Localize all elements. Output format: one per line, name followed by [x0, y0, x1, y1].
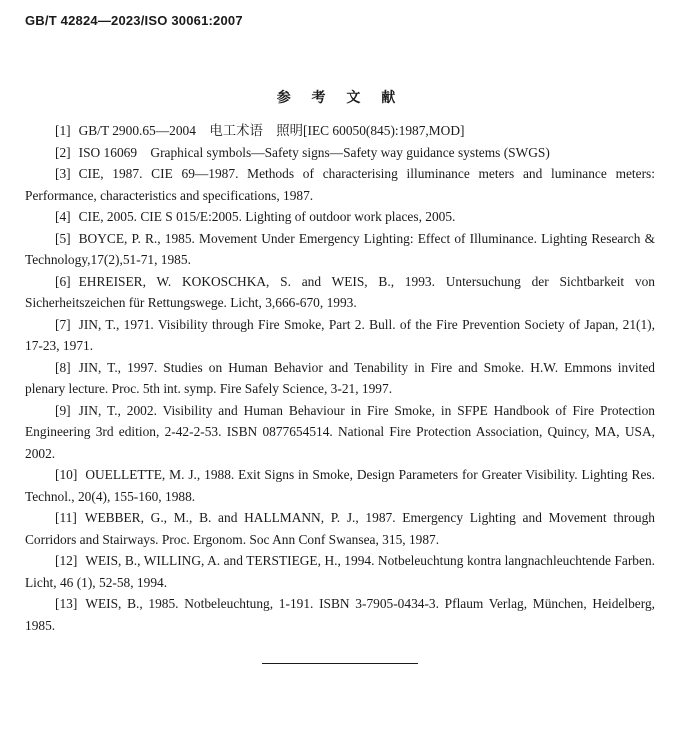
- end-divider-line: [262, 663, 418, 664]
- reference-item: [25, 228, 655, 271]
- reference-number: [12]: [55, 553, 78, 568]
- reference-number: [2]: [55, 144, 71, 160]
- reference-item: [25, 163, 655, 206]
- reference-number: [13]: [55, 596, 78, 611]
- reference-number: [10]: [55, 467, 78, 482]
- reference-number: [8]: [55, 359, 71, 375]
- reference-item: [25, 550, 655, 593]
- reference-text: WEIS, B., WILLING, A. and TERSTIEGE, H., 1994. Notbeleuchtung kontra langnachleuchtende Farben. Licht, 46 (1), 52-58, 1994.: [25, 553, 655, 590]
- reference-number: [3]: [55, 166, 71, 181]
- reference-number: [11]: [55, 510, 77, 525]
- reference-text: JIN, T., 2002. Visibility and Human Behaviour in Fire Smoke, in SFPE Handbook of Fire Protection Engineering 3rd edition, 2-42-2-53. ISBN 0877654514. National Fire Protection Association, Quincy, MA, USA, 2002.: [25, 402, 655, 461]
- standard-id-header: GB/T 42824—2023/ISO 30061:2007: [25, 13, 243, 28]
- reference-item: [25, 507, 655, 550]
- reference-text: CIE, 1987. CIE 69—1987. Methods of characterising illuminance meters and luminance meters: Performance, characteristics and specifications, 1987.: [25, 166, 655, 203]
- reference-text: BOYCE, P. R., 1985. Movement Under Emergency Lighting: Effect of Illuminance. Lighting Research & Technology,17(2),51-71, 1985.: [25, 230, 655, 267]
- reference-item: [25, 593, 655, 636]
- reference-item: [25, 142, 655, 164]
- reference-item: [25, 400, 655, 465]
- reference-item: [25, 120, 655, 142]
- reference-text: JIN, T., 1997. Studies on Human Behavior and Tenability in Fire and Smoke. H.W. Emmons invited plenary lecture. Proc. 5th int. symp. Fire Safely Science, 3-21, 1997.: [25, 359, 655, 396]
- reference-number: [7]: [55, 316, 71, 332]
- reference-text: WEBBER, G., M., B. and HALLMANN, P. J., 1987. Emergency Lighting and Movement through Corridors and Stairways. Proc. Ergonom. Soc Ann Conf Swansea, 315, 1987.: [25, 510, 655, 547]
- reference-item: [25, 271, 655, 314]
- reference-item: [25, 206, 655, 228]
- reference-text: WEIS, B., 1985. Notbeleuchtung, 1-191. ISBN 3-7905-0434-3. Pflaum Verlag, München, Heidelberg, 1985.: [25, 596, 655, 633]
- references-list: [25, 120, 655, 636]
- reference-text: JIN, T., 1971. Visibility through Fire Smoke, Part 2. Bull. of the Fire Prevention Society of Japan, 21(1), 17-23, 1971.: [25, 316, 655, 353]
- reference-number: [9]: [55, 402, 71, 418]
- reference-text: CIE, 2005. CIE S 015/E:2005. Lighting of outdoor work places, 2005.: [78, 209, 456, 224]
- reference-number: [4]: [55, 209, 71, 224]
- reference-text: OUELLETTE, M. J., 1988. Exit Signs in Smoke, Design Parameters for Greater Visibility. Lighting Res. Technol., 20(4), 155-160, 1988.: [25, 467, 655, 504]
- reference-number: [5]: [55, 230, 71, 246]
- page-title: 参 考 文 献: [276, 90, 404, 106]
- reference-text: ISO 16069 Graphical symbols—Safety signs—Safety way guidance systems (SWGS): [78, 144, 550, 160]
- reference-item: [25, 357, 655, 400]
- reference-number: [6]: [55, 273, 71, 289]
- reference-item: [25, 464, 655, 507]
- reference-item: [25, 314, 655, 357]
- reference-number: [1]: [55, 123, 71, 138]
- reference-text: EHREISER, W. KOKOSCHKA, S. and WEIS, B., 1993. Untersuchung der Sichtbarkeit von Sicherheitszeichen für Rettungswege. Licht, 3,666-670, 1993.: [25, 273, 655, 310]
- reference-text: GB/T 2900.65—2004 电工术语 照明[IEC 60050(845):1987,MOD]: [78, 123, 465, 138]
